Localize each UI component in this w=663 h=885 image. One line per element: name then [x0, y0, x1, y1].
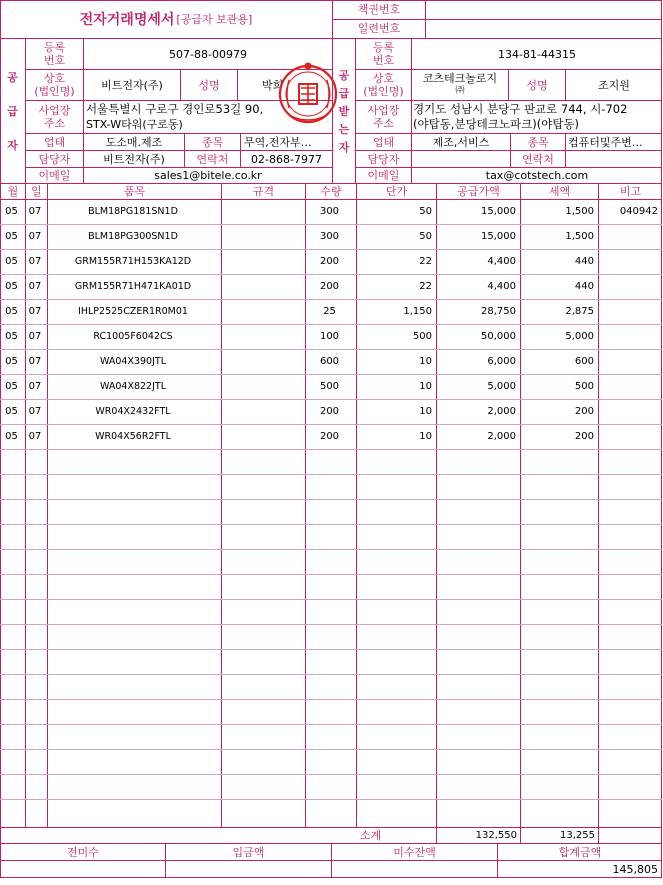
table-cell: 200: [574, 431, 594, 442]
supplier-address-line1: 서울특별시 구로구 경인로53길 90,: [86, 102, 264, 116]
table-gridline: [0, 649, 662, 650]
table-cell: 200: [574, 406, 594, 417]
supplier-rep-name: 박희: [262, 78, 284, 92]
table-cell: [223, 374, 301, 399]
title-main: 전자거래명세서: [79, 12, 175, 28]
table-cell: 040942: [619, 206, 658, 217]
table-cell: 15,000: [481, 231, 516, 242]
table-cell: 15,000: [481, 206, 516, 217]
serial-no-label: 일련번호: [357, 22, 401, 35]
label-line: 등록: [43, 41, 66, 54]
table-cell: 25: [323, 306, 336, 317]
table-cell: 07: [28, 256, 42, 267]
table-cell: 10: [419, 381, 432, 392]
table-cell: BLM18PG300SN1D: [88, 231, 178, 242]
table-cell: 5,000: [487, 381, 516, 392]
table-gridline: [0, 749, 662, 750]
label-line: 상호: [372, 72, 395, 85]
buyer-contact: [566, 151, 662, 167]
table-cell: [600, 274, 658, 299]
table-cell: 07: [28, 356, 42, 367]
table-cell: 07: [28, 406, 42, 417]
table-cell: 05: [5, 256, 18, 267]
supplier-item-label: 종목: [201, 135, 224, 149]
table-cell: 05: [5, 406, 18, 417]
table-cell: 600: [319, 356, 340, 367]
supplier-side-char: 급: [7, 105, 18, 118]
label-line: (법인명): [363, 85, 404, 98]
table-cell: [600, 249, 658, 274]
table-cell: 07: [28, 306, 42, 317]
table-cell: [600, 224, 658, 249]
table-cell: 05: [5, 306, 18, 317]
table-cell: 500: [412, 331, 432, 342]
supplier-side-char: 자: [7, 139, 18, 152]
table-cell: [600, 349, 658, 374]
table-cell: 6,000: [487, 356, 516, 367]
table-gridline: [0, 799, 662, 800]
table-cell: [223, 399, 301, 424]
table-gridline: [0, 699, 662, 700]
supplier-side-char: 공: [7, 71, 18, 84]
buyer-side-label: [333, 39, 355, 183]
table-cell: 10: [419, 431, 432, 442]
column-header: 일: [31, 185, 42, 198]
supplier-business-label: 업태: [43, 135, 66, 149]
supplier-business: 도소매.제조: [105, 135, 163, 149]
column-header: 공급가액: [457, 185, 500, 198]
column-header: 품목: [123, 185, 146, 198]
buyer-company-cell: [412, 70, 508, 100]
supplier-reg-no: 507-88-00979: [169, 47, 247, 61]
table-cell: 1,150: [403, 306, 432, 317]
label-line: 사업장: [367, 104, 400, 117]
table-cell: [223, 299, 301, 324]
table-cell: BLM18PG181SN1D: [88, 206, 178, 217]
label-line: 주소: [43, 117, 66, 130]
table-gridline: [0, 599, 662, 600]
supplier-item: 무역,전자부…: [244, 135, 312, 149]
table-cell: 07: [28, 281, 42, 292]
table-cell: 28,750: [481, 306, 516, 317]
buyer-company-label: [356, 70, 411, 100]
table-cell: 05: [5, 206, 18, 217]
column-header: 세액: [548, 185, 571, 198]
table-cell: RC1005F6042CS: [93, 331, 173, 342]
supplier-contact: 02-868-7977: [251, 152, 322, 166]
table-cell: 07: [28, 206, 42, 217]
table-gridline: [221, 183, 222, 827]
footer-label: 합계금액: [558, 845, 602, 859]
table-cell: 2,000: [487, 431, 516, 442]
table-cell: [600, 399, 658, 424]
table-cell: [223, 349, 301, 374]
buyer-email: tax@cotstech.com: [485, 169, 589, 182]
table-cell: 10: [419, 356, 432, 367]
table-cell: WA04X390JTL: [100, 356, 166, 367]
buyer-business: 제조,서비스: [432, 135, 490, 149]
table-cell: [223, 249, 301, 274]
buyer-contact-label: 연락처: [522, 152, 554, 166]
table-cell: [223, 424, 301, 449]
table-cell: [600, 324, 658, 349]
buyer-company-suffix: ㈜: [455, 86, 465, 96]
table-cell: 05: [5, 231, 18, 242]
table-cell: 22: [419, 256, 432, 267]
table-gridline: [305, 183, 306, 827]
table-cell: 300: [319, 231, 340, 242]
table-cell: [223, 224, 301, 249]
buyer-name-label: 성명: [526, 78, 548, 92]
buyer-item-label: 종목: [527, 135, 549, 149]
buyer-company: 코츠테크놀로지: [422, 72, 498, 85]
table-cell: [223, 199, 301, 224]
table-cell: GRM155R71H153KA12D: [74, 256, 192, 267]
footer-total-amount: 145,805: [612, 862, 658, 876]
table-cell: IHLP2525CZER1R0M01: [78, 306, 188, 317]
table-cell: 50,000: [481, 331, 516, 342]
buyer-side-char: 받: [338, 105, 350, 118]
table-gridline: [520, 183, 521, 827]
supplier-company-label: [26, 70, 83, 100]
table-cell: 07: [28, 231, 42, 242]
table-cell: 2,875: [565, 306, 594, 317]
table-cell: 200: [319, 256, 340, 267]
label-line: 상호: [43, 72, 66, 85]
buyer-side-char: 자: [338, 141, 350, 154]
table-cell: WR04X56R2FTL: [95, 431, 171, 442]
table-cell: 07: [28, 331, 42, 342]
table-cell: 05: [5, 331, 18, 342]
buyer-address-label: [356, 101, 411, 133]
buyer-reg-no: 134-81-44315: [498, 47, 576, 61]
table-gridline: [0, 474, 662, 475]
table-cell: 440: [574, 256, 594, 267]
table-cell: WA04X822JTL: [100, 381, 166, 392]
table-gridline: [0, 449, 662, 450]
table-cell: WR04X2432FTL: [95, 406, 171, 417]
table-gridline: [598, 183, 599, 827]
table-cell: 2,000: [487, 406, 516, 417]
table-cell: 22: [419, 281, 432, 292]
table-cell: 05: [5, 381, 18, 392]
footer-label: 입금액: [232, 845, 265, 859]
table-cell: 05: [5, 431, 18, 442]
table-gridline: [436, 183, 437, 827]
table-cell: 4,400: [487, 256, 516, 267]
table-cell: [600, 424, 658, 449]
buyer-side-char: 는: [338, 123, 350, 136]
table-cell: 600: [574, 356, 594, 367]
buyer-reg-no-label: [356, 39, 411, 69]
column-header: 월: [7, 185, 19, 198]
buyer-business-label: 업태: [372, 135, 395, 149]
table-cell: 07: [28, 381, 42, 392]
supplier-email-label: 이메일: [38, 169, 71, 182]
table-cell: 5,000: [565, 331, 594, 342]
table-cell: 05: [5, 356, 18, 367]
table-cell: 200: [319, 431, 340, 442]
title-sub: [공급자 보관용]: [176, 13, 253, 26]
document-title: [0, 0, 332, 38]
buyer-email-label: 이메일: [367, 169, 400, 182]
subtotal-supply: 132,550: [475, 829, 517, 841]
column-header: 규격: [252, 185, 275, 198]
label-line: 주소: [372, 117, 395, 130]
table-cell: 440: [574, 281, 594, 292]
table-cell: [223, 324, 301, 349]
table-cell: 100: [319, 331, 340, 342]
supplier-address-line2: STX-W타워(구로동): [86, 118, 183, 131]
supplier-email: sales1@bitele.co.kr: [154, 169, 262, 182]
table-cell: [600, 299, 658, 324]
table-gridline: [0, 499, 662, 500]
subtotal-tax: 13,255: [560, 829, 595, 841]
footer-label: 미수잔액: [393, 845, 436, 859]
table-gridline: [0, 774, 662, 775]
supplier-company: 비트전자(주): [101, 78, 163, 92]
table-gridline: [47, 183, 48, 827]
supplier-contact-label: 연락처: [196, 152, 229, 166]
column-header: 단가: [385, 185, 408, 198]
table-gridline: [0, 624, 662, 625]
table-cell: 05: [5, 281, 18, 292]
supplier-name-label: 성명: [198, 78, 220, 92]
supplier-side-label: [0, 39, 25, 183]
table-cell: GRM155R71H471KA01D: [74, 281, 192, 292]
table-cell: [600, 374, 658, 399]
table-cell: 1,500: [565, 231, 594, 242]
supplier-manager-label: 담당자: [38, 152, 71, 166]
subtotal-label: 소계: [359, 829, 382, 842]
label-line: (법인명): [34, 85, 75, 98]
label-line: 번호: [372, 54, 395, 67]
table-gridline: [0, 524, 662, 525]
table-gridline: [0, 724, 662, 725]
buyer-manager-label: 담당자: [367, 152, 400, 166]
table-cell: 4,400: [487, 281, 516, 292]
supplier-reg-no-label: [26, 39, 83, 69]
table-gridline: [25, 183, 26, 827]
table-gridline: [0, 549, 662, 550]
label-line: 등록: [372, 41, 395, 54]
column-header: 비고: [619, 185, 642, 198]
supplier-manager: 비트전자(주): [103, 152, 165, 166]
buyer-side-char: 공: [338, 69, 350, 82]
table-cell: [223, 274, 301, 299]
table-cell: 07: [28, 431, 42, 442]
buyer-rep-name: 조지원: [598, 78, 630, 92]
table-cell: 10: [419, 406, 432, 417]
table-cell: 500: [319, 381, 340, 392]
footer-label: 전미수: [67, 845, 99, 859]
label-line: 번호: [43, 54, 66, 67]
table-cell: 1,500: [565, 206, 594, 217]
buyer-side-char: 급: [338, 87, 350, 100]
supplier-address-label: [26, 101, 83, 133]
table-cell: 50: [419, 206, 432, 217]
table-cell: 50: [419, 231, 432, 242]
table-gridline: [0, 574, 662, 575]
table-gridline: [598, 827, 599, 843]
buyer-item: 컴퓨터및주변…: [568, 135, 643, 149]
buyer-address-line2: (야탑동,분당테크노파크)(야탑동): [413, 117, 580, 131]
book-no-label: 책권번호: [357, 3, 401, 16]
table-gridline: [0, 674, 662, 675]
label-line: 사업장: [38, 104, 71, 117]
table-gridline: [356, 183, 357, 827]
buyer-manager: [412, 151, 510, 167]
table-cell: 200: [319, 406, 340, 417]
table-cell: 500: [574, 381, 594, 392]
table-cell: 300: [319, 206, 340, 217]
table-cell: 200: [319, 281, 340, 292]
column-header: 수량: [320, 185, 342, 198]
buyer-address-line1: 경기도 성남시 분당구 판교로 744, 시-702: [413, 102, 628, 116]
